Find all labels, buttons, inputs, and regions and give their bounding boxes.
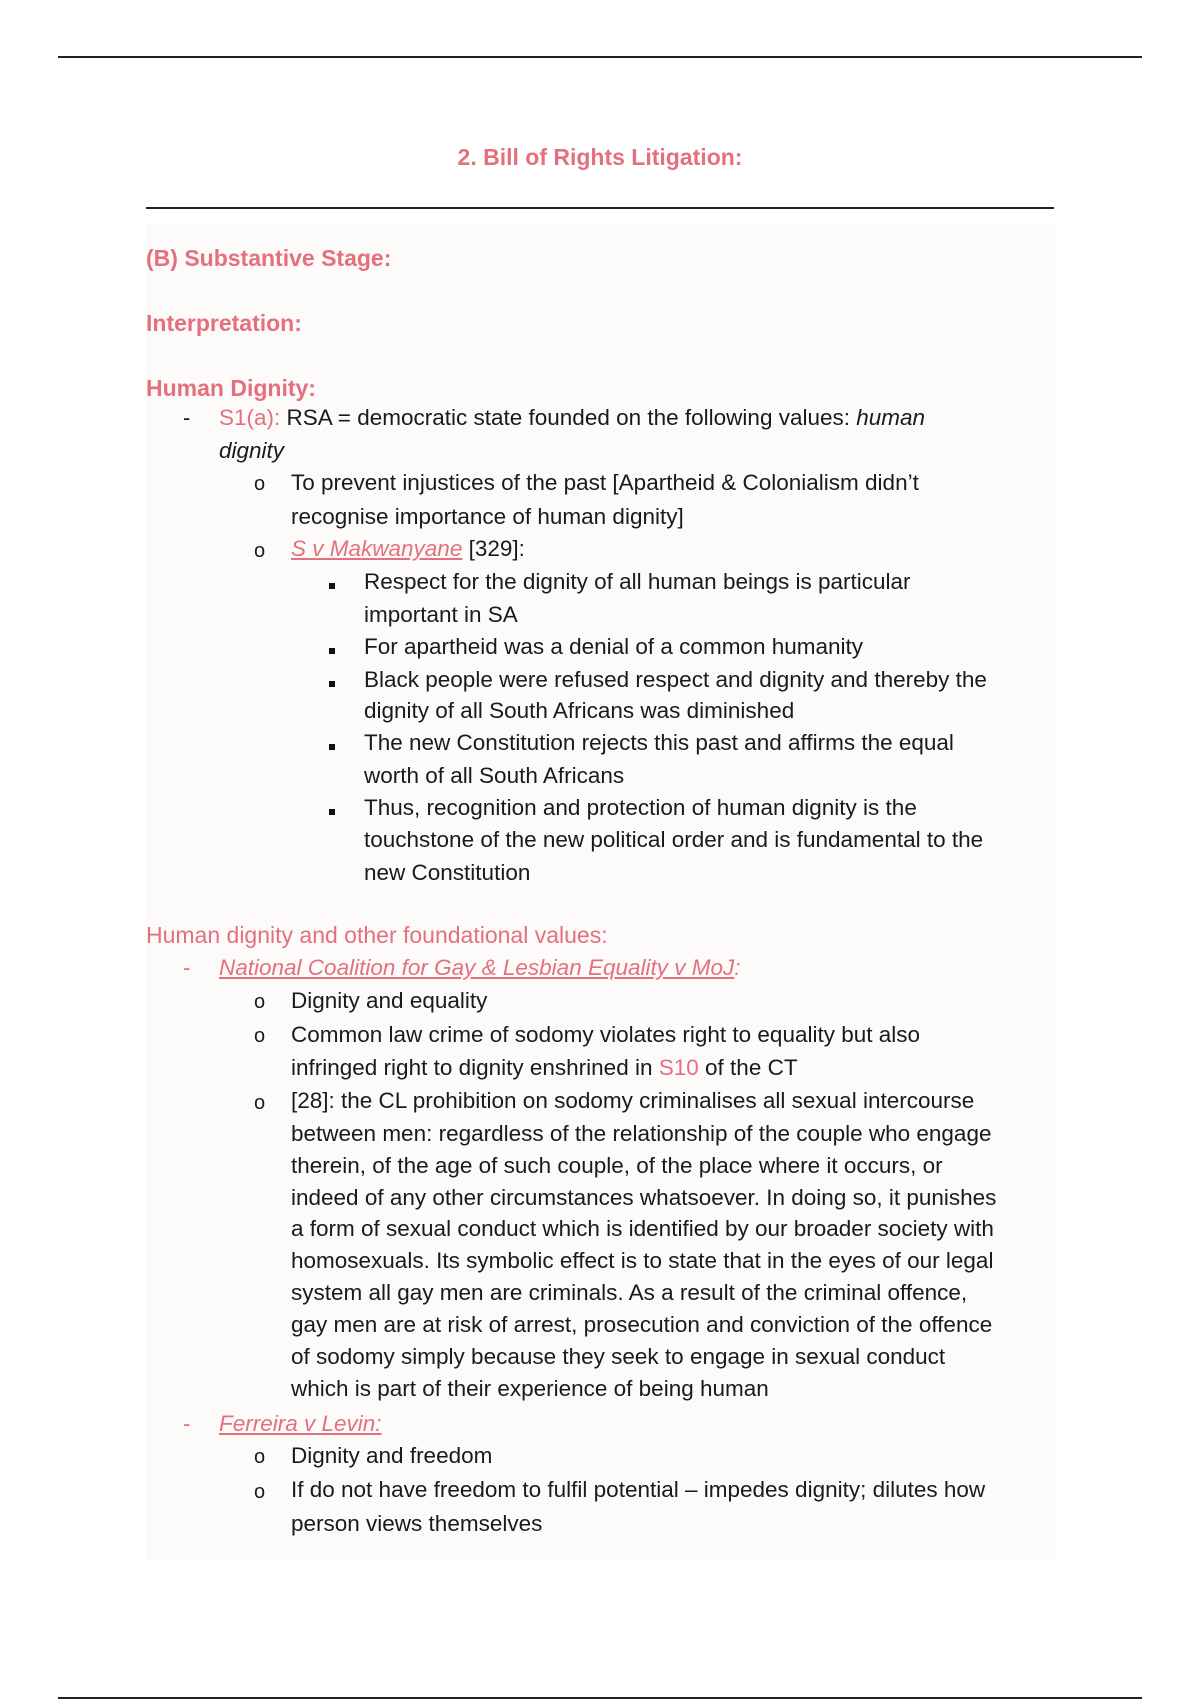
makwanyane-point: The new Constitution rejects this past and affirms the equal xyxy=(364,730,954,755)
case-gay-quote-line: indeed of any other circumstances whatsoever. In doing so, it punishes xyxy=(291,1185,997,1210)
square-bullet xyxy=(329,664,335,696)
case-gay-quote-line: between men: regardless of the relationship of the couple who engage xyxy=(291,1121,992,1146)
s1a-point-1-cont: recognise importance of human dignity] xyxy=(291,504,684,529)
square-bullet xyxy=(329,566,335,598)
circle-bullet: o xyxy=(254,991,266,1013)
makwanyane-point-cont: new Constitution xyxy=(364,860,531,885)
bottom-rule xyxy=(58,1697,1142,1699)
s1a-italic: human xyxy=(856,405,926,430)
case-gay-point-cont xyxy=(291,1052,798,1084)
heading-substantive-stage: (B) Substantive Stage: xyxy=(146,245,392,271)
case-gay-line xyxy=(219,952,741,984)
case-gay-quote-line: therein, of the age of such couple, of the place where it occurs, or xyxy=(291,1153,943,1178)
case-ferreira-point: If do not have freedom to fulfil potential – impedes dignity; dilutes how xyxy=(291,1477,986,1502)
case-ferreira-point: Dignity and freedom xyxy=(291,1443,493,1468)
case-gay-quote-line: gay men are at risk of arrest, prosecution and conviction of the offence xyxy=(291,1312,993,1337)
dash-marker: - xyxy=(183,405,191,430)
case-link-ferreira[interactable]: Ferreira v Levin: xyxy=(219,1411,382,1436)
circle-bullet: o xyxy=(254,473,266,495)
case-gay-quote-line: system all gay men are criminals. As a result of the criminal offence, xyxy=(291,1280,968,1305)
case-gay-point-text: infringed right to dignity enshrined in xyxy=(291,1055,659,1080)
circle-bullet: o xyxy=(254,1446,266,1468)
case-gay-quote-line: a form of sexual conduct which is identified by our broader society with xyxy=(291,1216,994,1241)
heading-interpretation: Interpretation: xyxy=(146,310,302,336)
case-ferreira-point-cont: person views themselves xyxy=(291,1511,543,1536)
makwanyane-point-cont: worth of all South Africans xyxy=(364,763,625,788)
case-gay-colon: : xyxy=(734,955,741,980)
dash-marker: - xyxy=(183,1411,191,1436)
makwanyane-point: For apartheid was a denial of a common humanity xyxy=(364,634,864,659)
s1a-italic-continuation: dignity xyxy=(219,438,285,463)
circle-bullet: o xyxy=(254,1025,266,1047)
circle-bullet: o xyxy=(254,1481,266,1503)
makwanyane-point-cont: important in SA xyxy=(364,602,518,627)
makwanyane-line xyxy=(291,533,525,565)
case-link-makwanyane[interactable]: S v Makwanyane xyxy=(291,536,463,561)
case-gay-quote-line: which is part of their experience of being human xyxy=(291,1376,769,1401)
s1a-ref: S1(a): xyxy=(219,405,281,430)
circle-bullet: o xyxy=(254,1092,266,1114)
makwanyane-point-cont: touchstone of the new political order and is fundamental to the xyxy=(364,827,984,852)
case-gay-point-text: of the CT xyxy=(698,1055,798,1080)
makwanyane-point: Black people were refused respect and dignity and thereby the xyxy=(364,667,987,692)
makwanyane-point-cont: dignity of all South Africans was diminished xyxy=(364,698,795,723)
case-gay-quote-line: homosexuals. Its symbolic effect is to state that in the eyes of our legal xyxy=(291,1248,994,1273)
s1a-line xyxy=(219,402,925,434)
case-link-national-coalition[interactable]: National Coalition for Gay & Lesbian Equality v MoJ xyxy=(219,955,735,980)
heading-human-dignity: Human Dignity: xyxy=(146,375,316,401)
makwanyane-para: [329]: xyxy=(462,536,525,561)
s10-ref: S10 xyxy=(658,1055,699,1080)
page-title: 2. Bill of Rights Litigation: xyxy=(457,144,743,170)
s1a-text: RSA = democratic state founded on the following values: xyxy=(280,405,857,430)
case-gay-quote-line: of sodomy simply because they seek to engage in sexual conduct xyxy=(291,1344,946,1369)
heading-other-values: Human dignity and other foundational values: xyxy=(146,922,608,948)
makwanyane-point: Thus, recognition and protection of human dignity is the xyxy=(364,795,917,820)
case-gay-point: Dignity and equality xyxy=(291,988,488,1013)
dash-marker: - xyxy=(183,955,191,980)
square-bullet xyxy=(329,727,335,759)
square-bullet xyxy=(329,631,335,663)
square-bullet xyxy=(329,792,335,824)
circle-bullet: o xyxy=(254,540,266,562)
case-ferreira-line xyxy=(219,1408,382,1440)
case-gay-quote-line: [28]: the CL prohibition on sodomy criminalises all sexual intercourse xyxy=(291,1088,975,1113)
title-rule xyxy=(146,207,1054,209)
s1a-point-1: To prevent injustices of the past [Apartheid & Colonialism didn’t xyxy=(291,470,919,495)
makwanyane-point: Respect for the dignity of all human beings is particular xyxy=(364,569,911,594)
top-rule xyxy=(58,56,1142,58)
case-gay-point: Common law crime of sodomy violates right to equality but also xyxy=(291,1022,921,1047)
